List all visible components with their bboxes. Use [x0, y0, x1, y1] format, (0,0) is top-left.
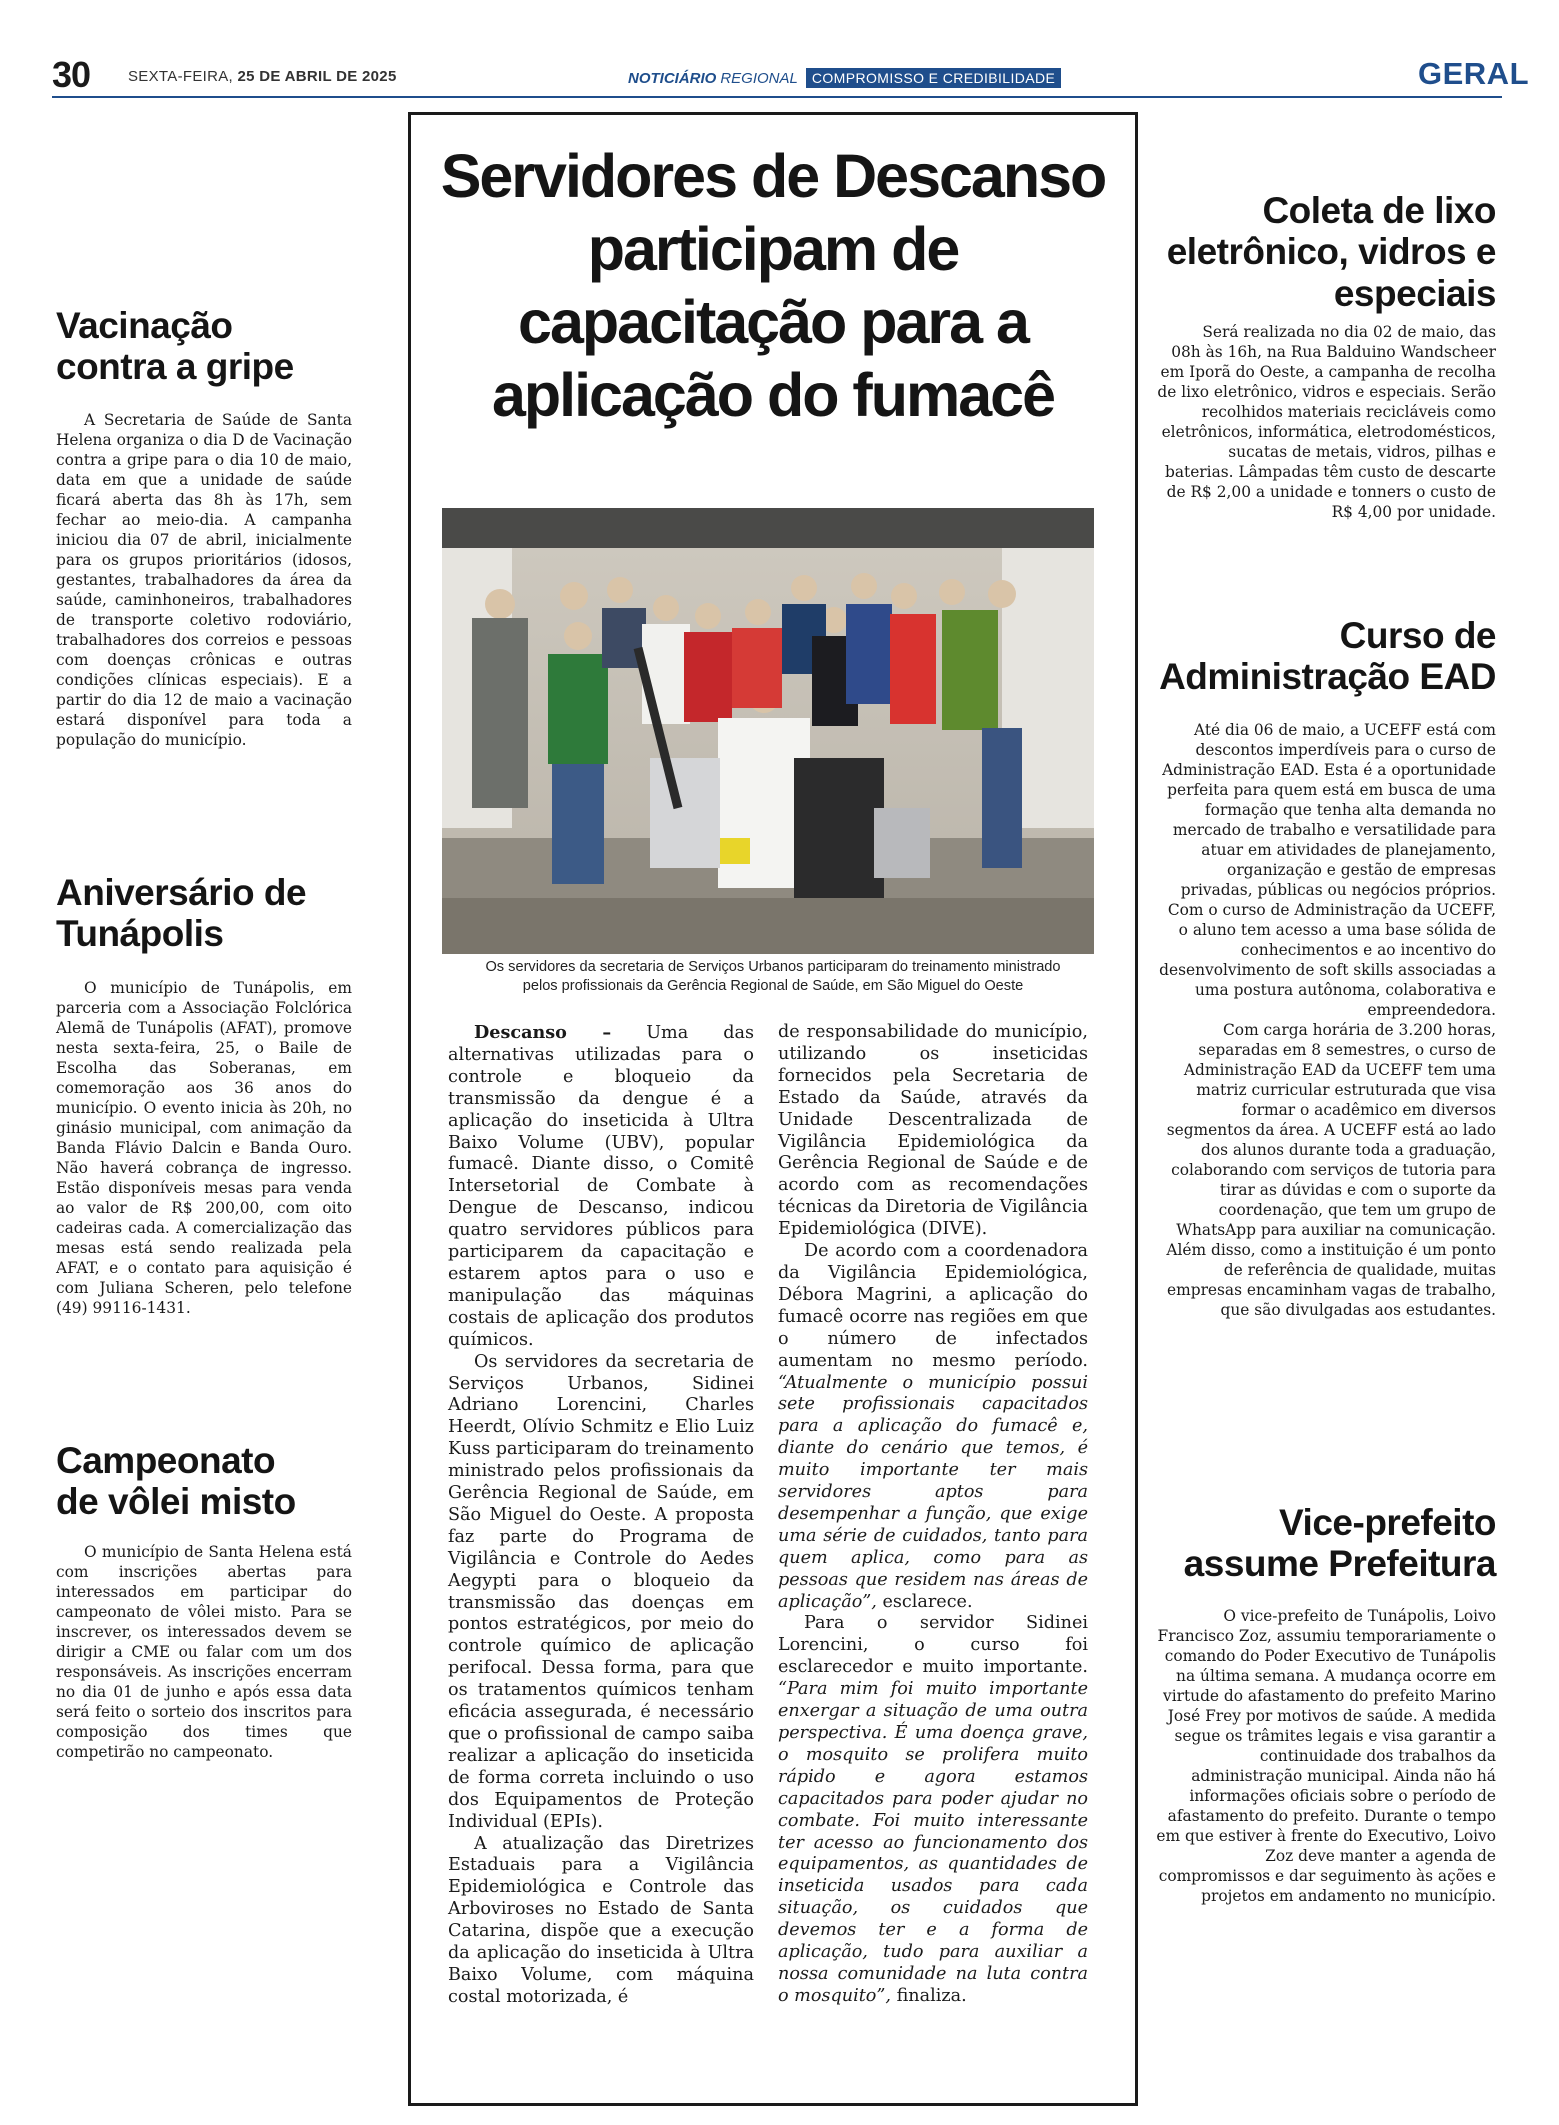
- feature-body-column-2: de responsabilidade do município, utilizando os inseticidas fornecidos pela Secretaria de Estado da Saúde, através da Unidade Descentralizada de Vigilância Epidemiológica da Gerência Regional de Saúde e de acordo com as recomendações técnicas da Diretoria de Vigilância Epidemiológica (DIVE). De acordo com a coordenadora da Vigilância Epidemiológica, Débora Magrini, a aplicação do fumacê ocorre nas regiões em que o número de infectados aumentam no mesmo período. “Atualmente o município possui sete profissionais capacitados para a aplicação do fumacê e, diante do cenário que temos, é muito importante ter mais servidores aptos para desempenhar a função, que exige uma série de cuidados, tanto para quem aplica, como para as pessoas que residem nas áreas de aplicação”, esclarece. Para o servidor Sidinei Lorencini, o curso foi esclarecedor e muito importante. “Para mim foi muito importante enxergar a situação de uma outra perspectiva. É uma doença grave, o mosquito se prolifera muito rápido e agora estamos capacitados para poder ajudar no combate. Foi muito interessante ter acesso ao funcionamento dos equipamentos, as quantidades de inseticida usados para cada situação, os cuidados que devemos ter e a forma de aplicação, tudo para auxiliar a nossa comunidade na luta contra o mosquito”, finaliza.: [778, 1022, 1088, 2006]
- section-label: GERAL: [1418, 56, 1529, 91]
- photo-illustration: [442, 508, 1094, 954]
- header-divider: [52, 96, 1502, 98]
- date: 25 DE ABRIL DE 2025: [237, 68, 397, 85]
- article-body-volei: O município de Santa Helena está com inscrições abertas para interessados em participar do campeonato de vôlei misto. Para se inscrever, os interessados devem se dirigir a CME ou falar com um dos responsáveis. As inscrições encerram no dia 01 de junho e após essa data será feito o sorteio dos inscritos para composição dos times que competirão no campeonato.: [56, 1543, 352, 1761]
- article-title-vice-prefeito: Vice-prefeito assume Prefeitura: [1183, 1502, 1496, 1585]
- article-body-vice-prefeito: O vice-prefeito de Tunápolis, Loivo Francisco Zoz, assumiu temporariamente o comando do Poder Executivo de Tunápolis na última semana. A mudança ocorre em virtude do afastamento do prefeito Marino José Frey por motivos de saúde. A medida segue os trâmites legais e visa garantir a continuidade dos trabalhos da administração municipal. Ainda não há informações oficiais sobre o período de afastamento do prefeito. Durante o tempo em que estiver à frente do Executivo, Loivo Zoz deve manter a agenda de compromissos e dar seguimento às ações e projetos em andamento no município.: [1156, 1607, 1496, 1905]
- feature-body-column-1: Descanso – Uma das alternativas utilizadas para o controle e bloqueio da transmissão da dengue é a aplicação do inseticida à Ultra Baixo Volume (UBV), popular fumacê. Diante disso, o Comitê Intersetorial de Combate à Dengue de Descanso, indicou quatro servidores públicos para participarem da capacitação e estarem aptos para o uso e manipulação das máquinas costais de aplicação dos produtos químicos. Os servidores da secretaria de Serviços Urbanos, Sidinei Adriano Lorencini, Charles Heerdt, Olívio Schmitz e Elio Luiz Kuss participaram do treinamento ministrado pelos profissionais da Gerência Regional de Saúde, em São Miguel do Oeste. A proposta faz parte do Programa de Vigilância e Controle do Aedes Aegypti para o bloqueio da transmissão das doenças em pontos estratégicos, por meio do controle químico de aplicação perifocal. Dessa forma, para que os tratamentos químicos tenham eficácia assegurada, é necessário que o profissional de campo saiba realizar a aplicação do inseticida de forma correta incluindo o uso dos Equipamentos de Proteção Individual (EPIs). A atualização das Diretrizes Estaduais para a Vigilância Epidemiológica e Controle das Arboviroses no Estado de Santa Catarina, dispõe que a execução da aplicação do inseticida à Ultra Baixo Volume, com máquina costal motorizada, é: [448, 1022, 755, 2007]
- article-body-curso: Até dia 06 de maio, a UCEFF está com descontos imperdíveis para o curso de Administração EAD. Esta é a oportunidade perfeita para quem está em busca de uma formação que tenha alta demanda no mercado de trabalho e versatilidade para atuar em atividades de planejamento, organização e gestão de empresas privadas, públicas ou negócios próprios. Com o curso de Administração da UCEFF, o aluno tem acesso a uma base sólida de conhecimentos e ao incentivo do desenvolvimento de soft skills associadas a uma postura autônoma, colaborativa e empreendedora. Com carga horária de 3.200 horas, separadas em 8 semestres, o curso de Administração EAD da UCEFF tem uma matriz curricular estruturada que visa formar o acadêmico em diversos segmentos da área. A UCEFF está ao lado dos alunos durante toda a graduação, colaborando com serviços de tutoria para tirar as dúvidas e com o suporte da coordenação, que tem um grupo de WhatsApp para auxiliar na comunicação. Além disso, como a instituição é um ponto de referência de qualidade, muitas empresas encaminham vagas de trabalho, que são divulgadas aos estudantes.: [1159, 721, 1496, 1319]
- article-body-coleta: Será realizada no dia 02 de maio, das 08h às 16h, na Rua Balduino Wandscheer em Iporã do Oeste, a campanha de recolha de lixo eletrônico, vidros e especiais. Serão recolhidos materiais recicláveis como eletrônicos, informática, eletrodomésticos, sucatas de metais, vidros, pilhas e baterias. Lâmpadas têm custo de descarte de R$ 2,00 a unidade e tonners o custo de R$ 4,00 por unidade.: [1157, 323, 1496, 521]
- paragraph-lead: Descanso – Uma das alternativas utilizadas para o controle e bloqueio da transmissão da dengue é a aplicação do inseticida à Ultra Baixo Volume (UBV), popular fumacê. Diante disso, o Comitê Intersetorial de Combate à Dengue de Descanso, indicou quatro servidores públicos para participarem da capacitação e estarem aptos para o uso e manipulação das máquinas costais de aplicação dos produtos químicos.: [448, 1022, 755, 1350]
- newspaper-brand: [628, 68, 1061, 88]
- article-title-vacinacao: Vacinação contra a gripe: [56, 305, 294, 388]
- brand-name-bold: NOTICIÁRIO: [628, 69, 717, 87]
- article-title-curso: Curso de Administração EAD: [1159, 615, 1496, 698]
- feature-photo: [442, 508, 1094, 954]
- article-title-volei: Campeonato de vôlei misto: [56, 1440, 296, 1523]
- page-number: 30: [52, 54, 91, 95]
- edition-date: [128, 68, 397, 85]
- article-body-vacinacao: A Secretaria de Saúde de Santa Helena organiza o dia D de Vacinação contra a gripe para o dia 10 de maio, data em que a unidade de saúde ficará aberta das 8h às 17h, sem fechar ao meio-dia. A campanha iniciou dia 07 de abril, inicialmente para os grupos prioritários (idosos, gestantes, trabalhadores da área da saúde, caminhoneiros, trabalhadores de transporte coletivo rodoviário, trabalhadores dos correios e pessoas com doenças crônicas e outras condições clínicas especiais). E a partir do dia 12 de maio a vacinação estará disponível para toda a população do município.: [56, 411, 352, 749]
- photo-caption: Os servidores da secretaria de Serviços Urbanos participaram do treinamento ministrado pelos profissionais da Gerência Regional de Saúde, em São Miguel do Oeste: [485, 959, 1061, 994]
- paragraph-quote-coordinator: De acordo com a coordenadora da Vigilância Epidemiológica, Débora Magrini, a aplicação do fumacê ocorre nas regiões em que o número de infectados aumentam no mesmo período. “Atualmente o município possui sete profissionais capacitados para a aplicação do fumacê e, diante do cenário que temos, é muito importante ter mais servidores aptos para desempenhar a função, que exige uma série de cuidados, tanto para quem aplica, como para as pessoas que residem nas áreas de aplicação”, esclarece.: [778, 1241, 1088, 1612]
- dateline: Descanso –: [474, 1022, 612, 1043]
- article-title-coleta: Coleta de lixo eletrônico, vidros e especiais: [1166, 190, 1496, 314]
- brand-name-light: REGIONAL: [720, 69, 798, 87]
- brand-slogan: COMPROMISSO E CREDIBILIDADE: [806, 68, 1061, 88]
- article-body-aniversario: O município de Tunápolis, em parceria com a Associação Folclórica Alemã de Tunápolis (AFAT), promove nesta sexta-feira, 25, o Baile de Escolha das Soberanas, em comemoração aos 36 anos do município. O evento inicia às 20h, no ginásio municipal, com animação da Banda Flávio Dalcin e Banda Ouro. Não haverá cobrança de ingresso. Estão disponíveis mesas para venda ao valor de R$ 200,00, com oito cadeiras cada. A comercialização das mesas está sendo realizada pela AFAT, e o contato para aquisição é com Juliana Scheren, pelo telefone (49) 99116-1431.: [56, 979, 352, 1317]
- weekday: SEXTA-FEIRA,: [128, 68, 234, 85]
- paragraph-quote-servant: Para o servidor Sidinei Lorencini, o curso foi esclarecedor e muito importante. “Para mim foi muito importante enxergar a situação de uma outra perspectiva. É uma doença grave, o mosquito se prolifera muito rápido e agora estamos capacitados para poder ajudar no combate. Foi muito interessante ter acesso ao funcionamento dos equipamentos, as quantidades de inseticida usados para cada situação, os cuidados que devemos ter e a forma de aplicação, tudo para auxiliar a nossa comunidade na luta contra o mosquito”, finaliza.: [778, 1613, 1088, 2006]
- feature-headline: Servidores de Descanso participam de capacitação para a aplicação do fumacê: [440, 142, 1106, 429]
- article-title-aniversario: Aniversário de Tunápolis: [56, 872, 307, 955]
